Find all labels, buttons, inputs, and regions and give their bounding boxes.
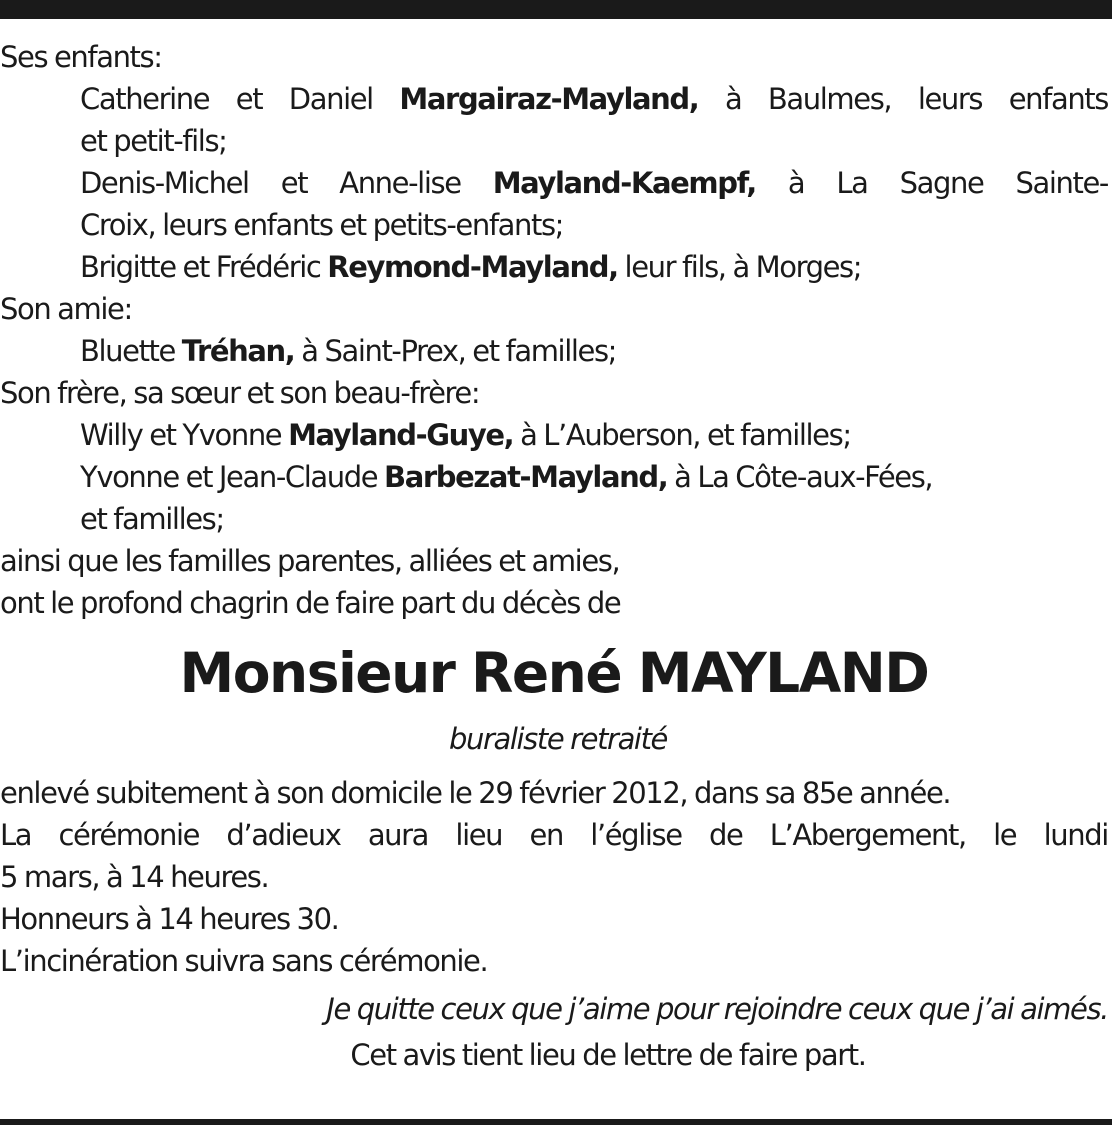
- word: et: [280, 166, 308, 200]
- word: La: [836, 166, 868, 200]
- honors-line: Honneurs à 14 heures 30.: [0, 902, 339, 936]
- friend-line: [0, 330, 1108, 372]
- word: le: [993, 818, 1017, 852]
- closing-line1: ainsi que les familles parentes, alliées et amies,: [0, 544, 620, 578]
- word: Sainte-: [1015, 166, 1108, 200]
- child1-line2: et petit-fils;: [80, 124, 227, 158]
- word: en: [529, 818, 563, 852]
- sibling1-surname: Mayland-Guye,: [288, 418, 514, 452]
- death-details: enlevé subitement à son domicile le 29 février 2012, dans sa 85e année.: [0, 776, 951, 810]
- sibling2-line1: [0, 456, 1108, 498]
- friend-surname: Tréhan,: [181, 334, 295, 368]
- child1-line1: [0, 78, 1108, 120]
- child3-prefix: Brigitte et Frédéric: [80, 250, 328, 284]
- word: lieu: [455, 818, 503, 852]
- word: de: [709, 818, 743, 852]
- siblings-heading: Son frère, sa sœur et son beau-frère:: [0, 376, 480, 410]
- friend-suffix: à Saint-Prex, et familles;: [294, 334, 617, 368]
- word: Anne-lise: [339, 166, 461, 200]
- cremation-line: L’incinération suivra sans cérémonie.: [0, 944, 488, 978]
- child1-surname: Margairaz-Mayland,: [399, 82, 699, 116]
- word: L’Abergement,: [769, 818, 966, 852]
- word: Daniel: [288, 82, 373, 116]
- deceased-name: Monsieur René MAYLAND: [179, 641, 929, 705]
- word: Denis-Michel: [80, 166, 249, 200]
- children-heading: Ses enfants:: [0, 40, 162, 74]
- word: Sagne: [899, 166, 984, 200]
- sibling2-prefix: Yvonne et Jean-Claude: [80, 460, 385, 494]
- word: à: [787, 166, 805, 200]
- word: leurs: [917, 82, 983, 116]
- word: aura: [367, 818, 429, 852]
- word: enfants: [1008, 82, 1108, 116]
- word: La: [0, 818, 32, 852]
- word: et: [235, 82, 263, 116]
- child2-line2: Croix, leurs enfants et petits-enfants;: [80, 208, 564, 242]
- ceremony-line2: 5 mars, à 14 heures.: [0, 860, 269, 894]
- word: d’adieux: [226, 818, 341, 852]
- word: l’église: [590, 818, 682, 852]
- word: Baulmes,: [767, 82, 892, 116]
- child3-surname: Reymond-Mayland,: [327, 250, 618, 284]
- child2-surname: Mayland-Kaempf,: [492, 166, 756, 200]
- deceased-profession: buraliste retraité: [448, 722, 668, 756]
- obituary-notice: [0, 36, 1108, 1078]
- sibling2-suffix: à La Côte-aux-Fées,: [667, 460, 933, 494]
- sibling2-line2: et familles;: [80, 502, 224, 536]
- child3-suffix: leur fils, à Morges;: [617, 250, 862, 284]
- top-border-rule: [0, 0, 1112, 19]
- closing-quote: Je quitte ceux que j’aime pour rejoindre ceux que j’ai aimés.: [326, 992, 1108, 1026]
- word: lundi: [1043, 818, 1108, 852]
- sibling2-surname: Barbezat-Mayland,: [384, 460, 668, 494]
- friend-prefix: Bluette: [80, 334, 182, 368]
- child3-line: [0, 246, 1108, 288]
- sibling1-prefix: Willy et Yvonne: [80, 418, 289, 452]
- friend-heading: Son amie:: [0, 292, 132, 326]
- ceremony-line1: [0, 814, 1108, 856]
- notice-line: Cet avis tient lieu de lettre de faire part.: [350, 1038, 866, 1072]
- word: à: [724, 82, 742, 116]
- closing-line2: ont le profond chagrin de faire part du décès de: [0, 586, 621, 620]
- bottom-border-rule: [0, 1119, 1112, 1125]
- word: cérémonie: [58, 818, 200, 852]
- sibling1-suffix: à L’Auberson, et familles;: [513, 418, 851, 452]
- sibling1-line: [0, 414, 1108, 456]
- child2-line1: [0, 162, 1108, 204]
- word: Catherine: [80, 82, 210, 116]
